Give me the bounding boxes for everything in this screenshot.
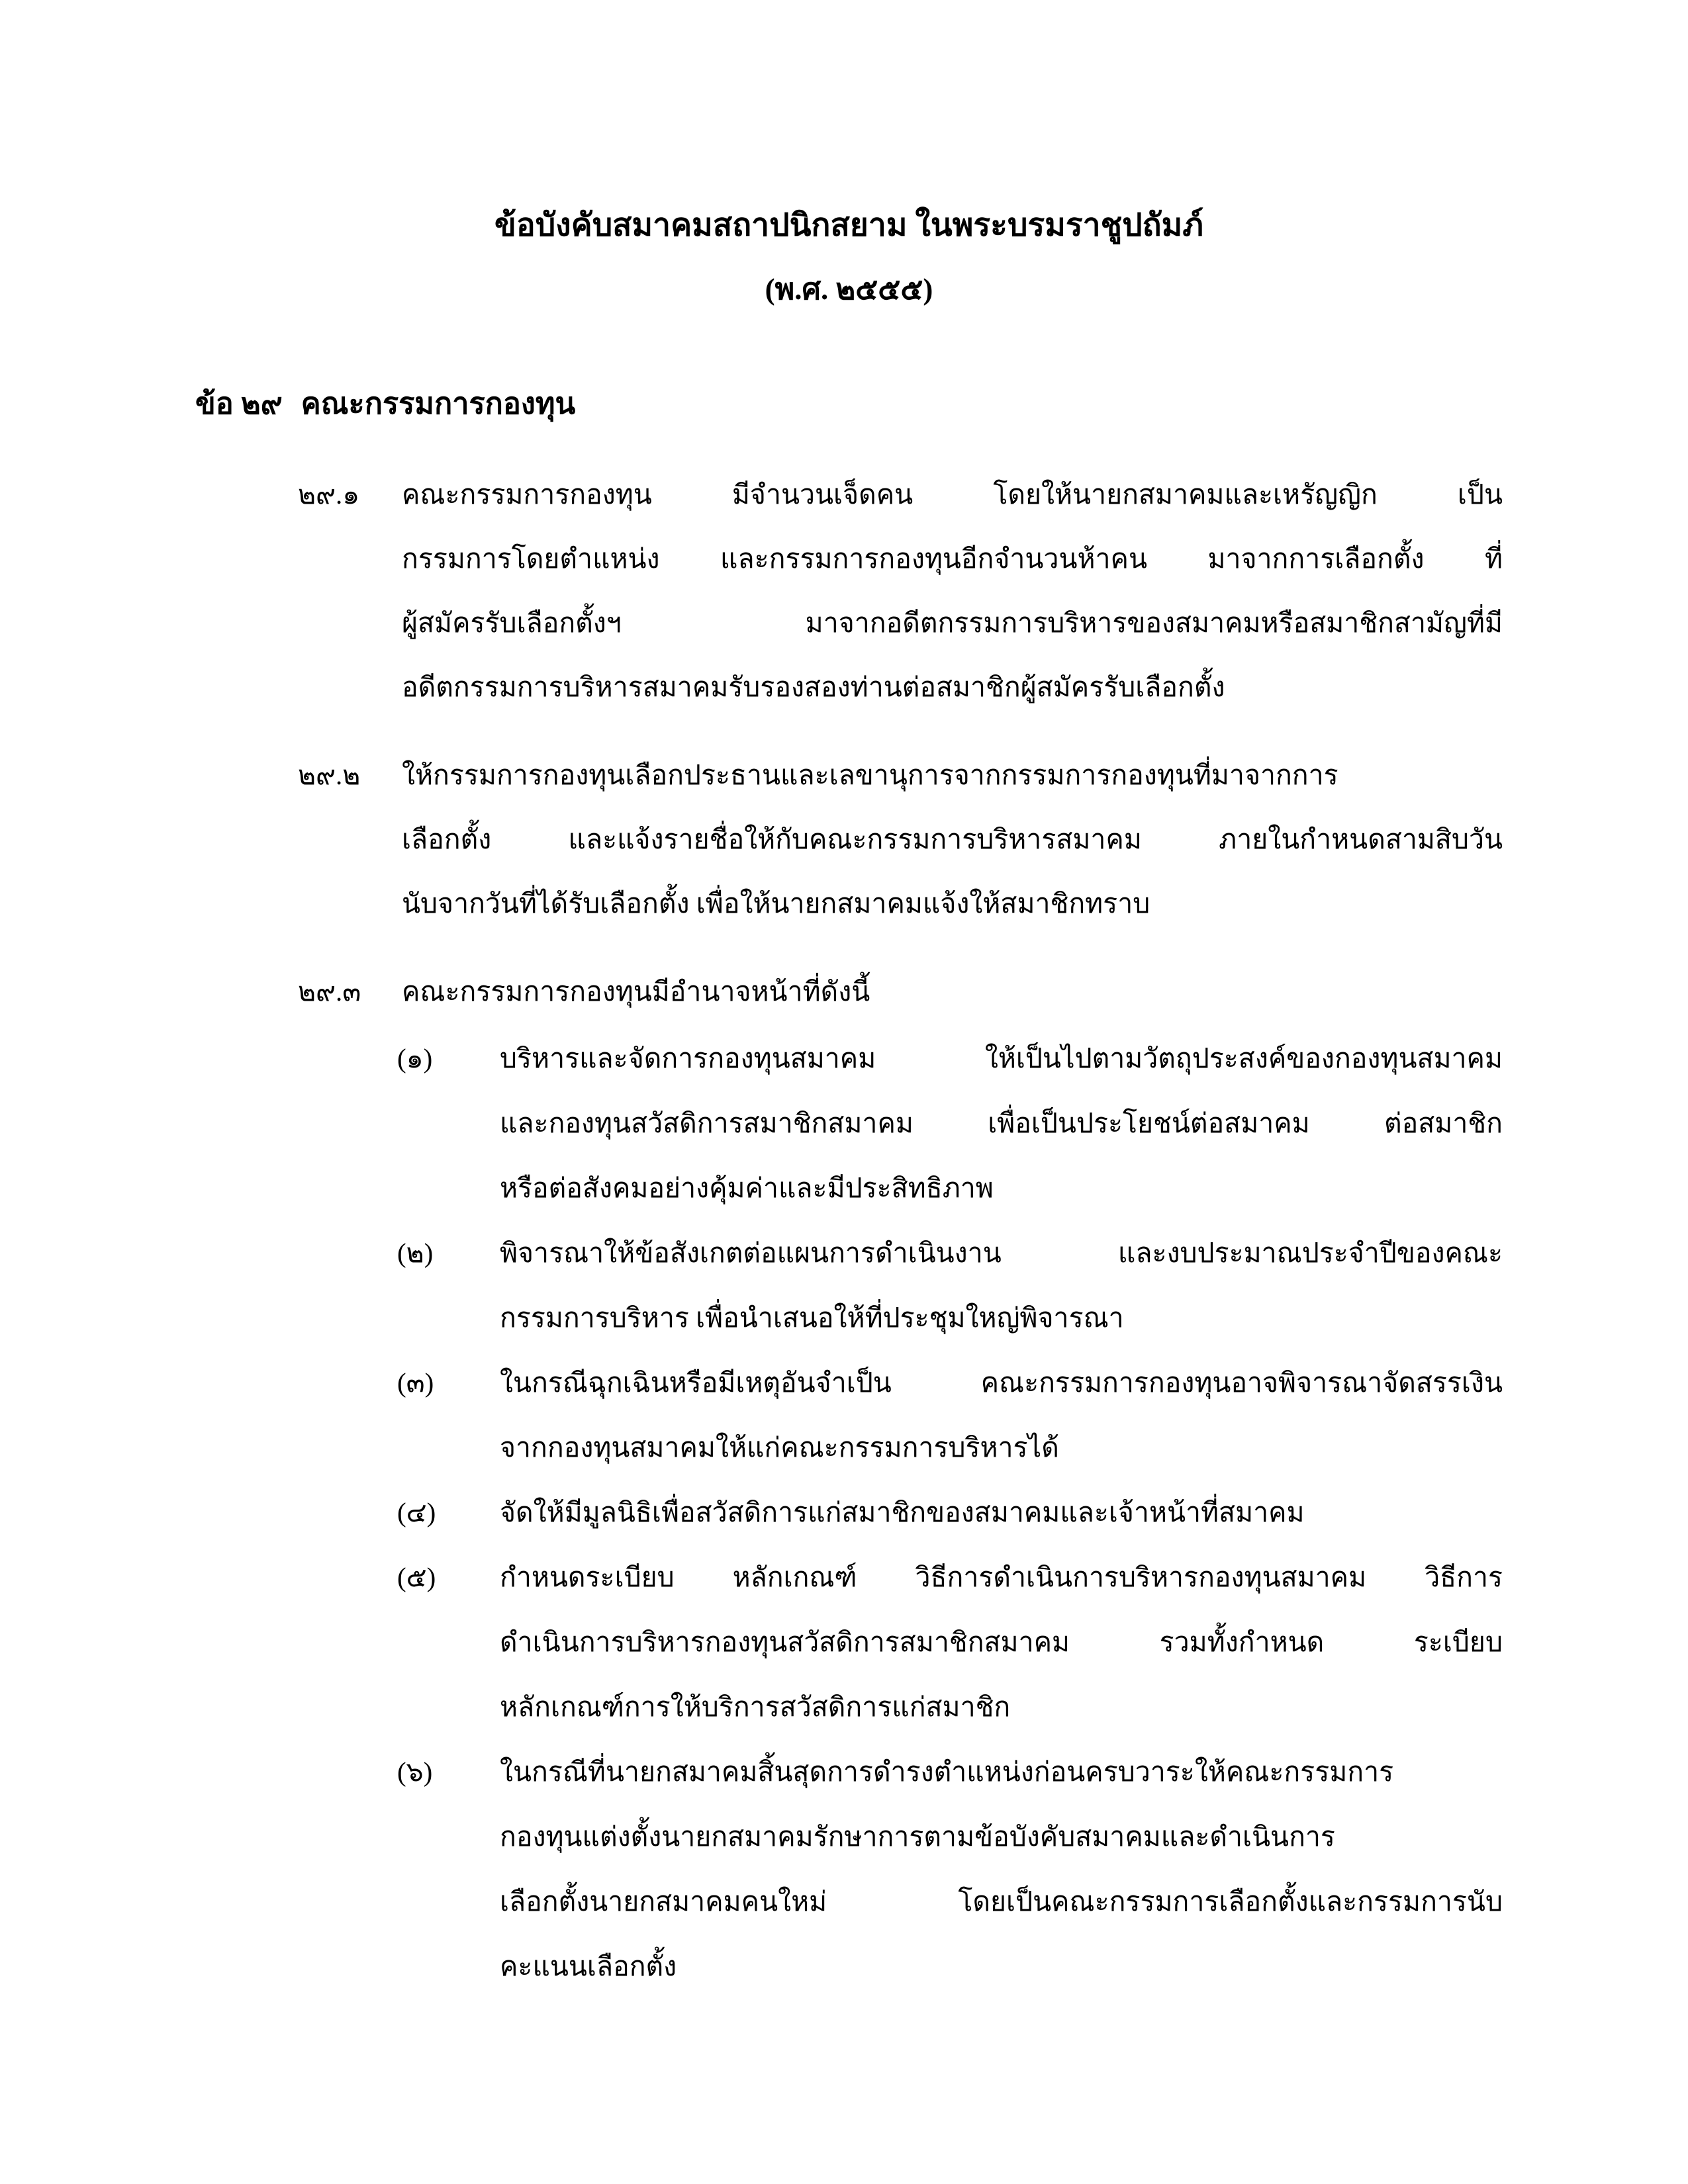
clause-29-1	[195, 463, 1503, 719]
item-line: ดำเนินการบริหารกองทุนสวัสดิการสมาชิกสมาคม รวมทั้งกำหนด ระเบียบ	[500, 1627, 1503, 1657]
clause-line: นับจากวันที่ได้รับเลือกตั้ง เพื่อให้นายกสมาคมแจ้งให้สมาชิกทราบ	[402, 888, 1150, 919]
clause-line: ให้กรรมการกองทุนเลือกประธานและเลขานุการจากกรรมการกองทุนที่มาจากการ	[402, 760, 1338, 790]
clause-number: ๒๙.๒	[298, 760, 361, 790]
clause-line: อดีตกรรมการบริหารสมาคมรับรองสองท่านต่อสมาชิกผู้สมัครรับเลือกตั้ง	[402, 672, 1225, 702]
clause-line: กรรมการโดยตำแหน่ง และกรรมการกองทุนอีกจำนวนห้าคน มาจากการเลือกตั้ง ที่	[402, 543, 1503, 574]
item-line: คะแนนเลือกตั้ง	[500, 1951, 677, 1981]
item-marker: (๔)	[397, 1497, 436, 1527]
item-line: จากกองทุนสมาคมให้แก่คณะกรรมการบริหารได้	[500, 1432, 1059, 1463]
item-text	[500, 1480, 1503, 1545]
list-item-5	[195, 1545, 1503, 1739]
item-line: กำหนดระเบียบ หลักเกณฑ์ วิธีการดำเนินการบริหารกองทุนสมาคม วิธีการ	[500, 1562, 1503, 1592]
clause-text	[402, 463, 1503, 719]
item-marker: (๓)	[397, 1367, 434, 1398]
clause-text	[402, 960, 1503, 1024]
clause-line: ผู้สมัครรับเลือกตั้งฯ มาจากอดีตกรรมการบริหารของสมาคมหรือสมาชิกสามัญที่มี	[402, 608, 1503, 638]
clause-text	[402, 743, 1503, 936]
item-line: บริหารและจัดการกองทุนสมาคม ให้เป็นไปตามวัตถุประสงค์ของกองทุนสมาคม	[500, 1043, 1503, 1073]
item-line: หรือต่อสังคมอย่างคุ้มค่าและมีประสิทธิภาพ	[500, 1173, 994, 1203]
page-subtitle: (พ.ศ. ๒๕๕๕)	[765, 273, 933, 306]
item-text	[500, 1350, 1503, 1480]
item-text	[500, 1220, 1503, 1350]
item-line: และกองทุนสวัสดิการสมาชิกสมาคม เพื่อเป็นประโยชน์ต่อสมาคม ต่อสมาชิก	[500, 1108, 1503, 1138]
item-text	[500, 1545, 1503, 1739]
item-line: พิจารณาให้ข้อสังเกตต่อแผนการดำเนินงาน และงบประมาณประจำปีของคณะ	[500, 1238, 1503, 1268]
item-line: เลือกตั้งนายกสมาคมคนใหม่ โดยเป็นคณะกรรมการเลือกตั้งและกรรมการนับ	[500, 1886, 1503, 1917]
item-marker: (๑)	[397, 1043, 433, 1073]
section-title: คณะกรรมการกองทุน	[301, 387, 576, 420]
clause-line: คณะกรรมการกองทุนมีอำนาจหน้าที่ดังนี้	[402, 976, 870, 1007]
item-marker: (๒)	[397, 1238, 434, 1268]
item-marker: (๖)	[397, 1756, 433, 1787]
clause-number: ๒๙.๑	[298, 479, 360, 510]
item-line: กองทุนแต่งตั้งนายกสมาคมรักษาการตามข้อบังคับสมาคมและดำเนินการ	[500, 1821, 1335, 1852]
clause-29-3-items	[195, 1026, 1503, 1999]
section-heading	[195, 372, 1503, 436]
list-item-1	[195, 1026, 1503, 1220]
list-item-6	[195, 1739, 1503, 1999]
clause-29-3	[195, 960, 1503, 1024]
item-text	[500, 1739, 1503, 1999]
clause-line: เลือกตั้ง และแจ้งรายชื่อให้กับคณะกรรมการบริหารสมาคม ภายในกำหนดสามสิบวัน	[402, 824, 1503, 854]
item-line: หลักเกณฑ์การให้บริการสวัสดิการแก่สมาชิก	[500, 1692, 1011, 1722]
clause-29-2	[195, 743, 1503, 936]
item-marker: (๕)	[397, 1562, 436, 1592]
page-title: ข้อบังคับสมาคมสถาปนิกสยาม ในพระบรมราชูปถัมภ์	[494, 208, 1203, 243]
item-line: ในกรณีฉุกเฉินหรือมีเหตุอันจำเป็น คณะกรรมการกองทุนอาจพิจารณาจัดสรรเงิน	[500, 1367, 1503, 1398]
clause-line: คณะกรรมการกองทุน มีจำนวนเจ็ดคน โดยให้นายกสมาคมและเหรัญญิก เป็น	[402, 479, 1503, 510]
item-line: จัดให้มีมูลนิธิเพื่อสวัสดิการแก่สมาชิกของสมาคมและเจ้าหน้าที่สมาคม	[500, 1497, 1305, 1527]
item-line: กรรมการบริหาร เพื่อนำเสนอให้ที่ประชุมใหญ่พิจารณา	[500, 1302, 1124, 1333]
list-item-3	[195, 1350, 1503, 1480]
list-item-4	[195, 1480, 1503, 1545]
item-line: ในกรณีที่นายกสมาคมสิ้นสุดการดำรงตำแหน่งก่อนครบวาระให้คณะกรรมการ	[500, 1756, 1394, 1787]
section-label: ข้อ ๒๙	[195, 387, 283, 420]
list-item-2	[195, 1220, 1503, 1350]
item-text	[500, 1026, 1503, 1220]
clause-number: ๒๙.๓	[298, 976, 361, 1007]
